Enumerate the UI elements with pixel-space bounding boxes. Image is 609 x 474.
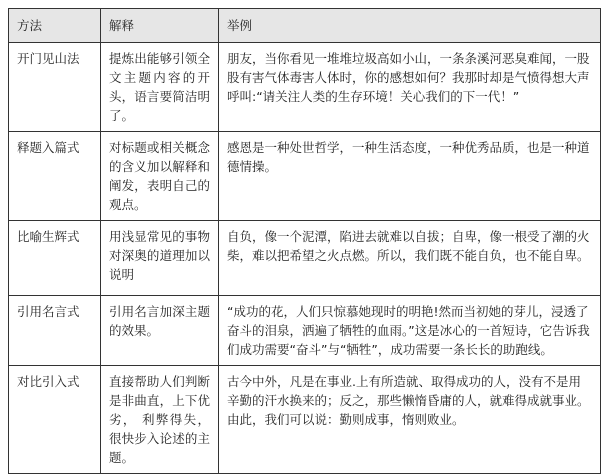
table-row bbox=[9, 221, 601, 296]
example-cell: “成功的花，人们只惊慕她现时的明艳!然而当初她的芽儿，浸透了奋斗的泪泉，洒遍了牺牲的血雨。”这是冰心的一首短诗，它告诉我们成功需要“奋斗”与“牺牲”，成功需要一条长长的助跑线。 bbox=[219, 296, 601, 366]
example-cell: 古今中外，凡是在事业.上有所造就、取得成功的人，没有不是用辛勤的汗水换来的；反之，那些懒惰昏庸的人，就难得成就事业。由此，我们可以说：勤则成事，惰则败业。 bbox=[219, 366, 601, 474]
header-method: 方法 bbox=[9, 9, 101, 43]
method-cell: 对比引入式 bbox=[9, 366, 101, 474]
table-row bbox=[9, 132, 601, 221]
example-cell: 朋友，当你看见一堆堆垃圾高如小山，一条条溪河恶臭难闻，一股股有害气体毒害人体时，你的感想如何？我那时却是气愤得想大声呼叫:“请关注人类的生存环境！关心我们的下一代！” bbox=[219, 43, 601, 132]
explanation-cell: 引用名言加深主题的效果。 bbox=[101, 296, 219, 366]
explanation-cell: 用浅显常见的事物对深奥的道理加以说明 bbox=[101, 221, 219, 296]
example-cell: 自负，像一个泥潭，陷进去就难以自拔；自卑，像一根受了潮的火柴，难以把希望之火点燃。所以，我们既不能自负，也不能自卑。 bbox=[219, 221, 601, 296]
explanation-cell: 直接帮助人们判断是非曲直，上下优劣， 利弊得失，很快步入论述的主题。 bbox=[101, 366, 219, 474]
table-row bbox=[9, 43, 601, 132]
example-cell: 感恩是一种处世哲学，一种生活态度，一种优秀品质，也是一种道德情操。 bbox=[219, 132, 601, 221]
method-cell: 引用名言式 bbox=[9, 296, 101, 366]
method-cell: 开门见山法 bbox=[9, 43, 101, 132]
header-explanation: 解释 bbox=[101, 9, 219, 43]
method-cell: 释题入篇式 bbox=[9, 132, 101, 221]
method-cell: 比喻生辉式 bbox=[9, 221, 101, 296]
header-example: 举例 bbox=[219, 9, 601, 43]
table-row bbox=[9, 296, 601, 366]
explanation-cell: 提炼出能够引领全文主题内容的开头，语言要简洁明了。 bbox=[101, 43, 219, 132]
table-header-row bbox=[9, 9, 601, 43]
explanation-cell: 对标题或相关概念的含义加以解释和阐发，表明自己的观点。 bbox=[101, 132, 219, 221]
table-row bbox=[9, 366, 601, 474]
writing-methods-table bbox=[8, 8, 601, 474]
